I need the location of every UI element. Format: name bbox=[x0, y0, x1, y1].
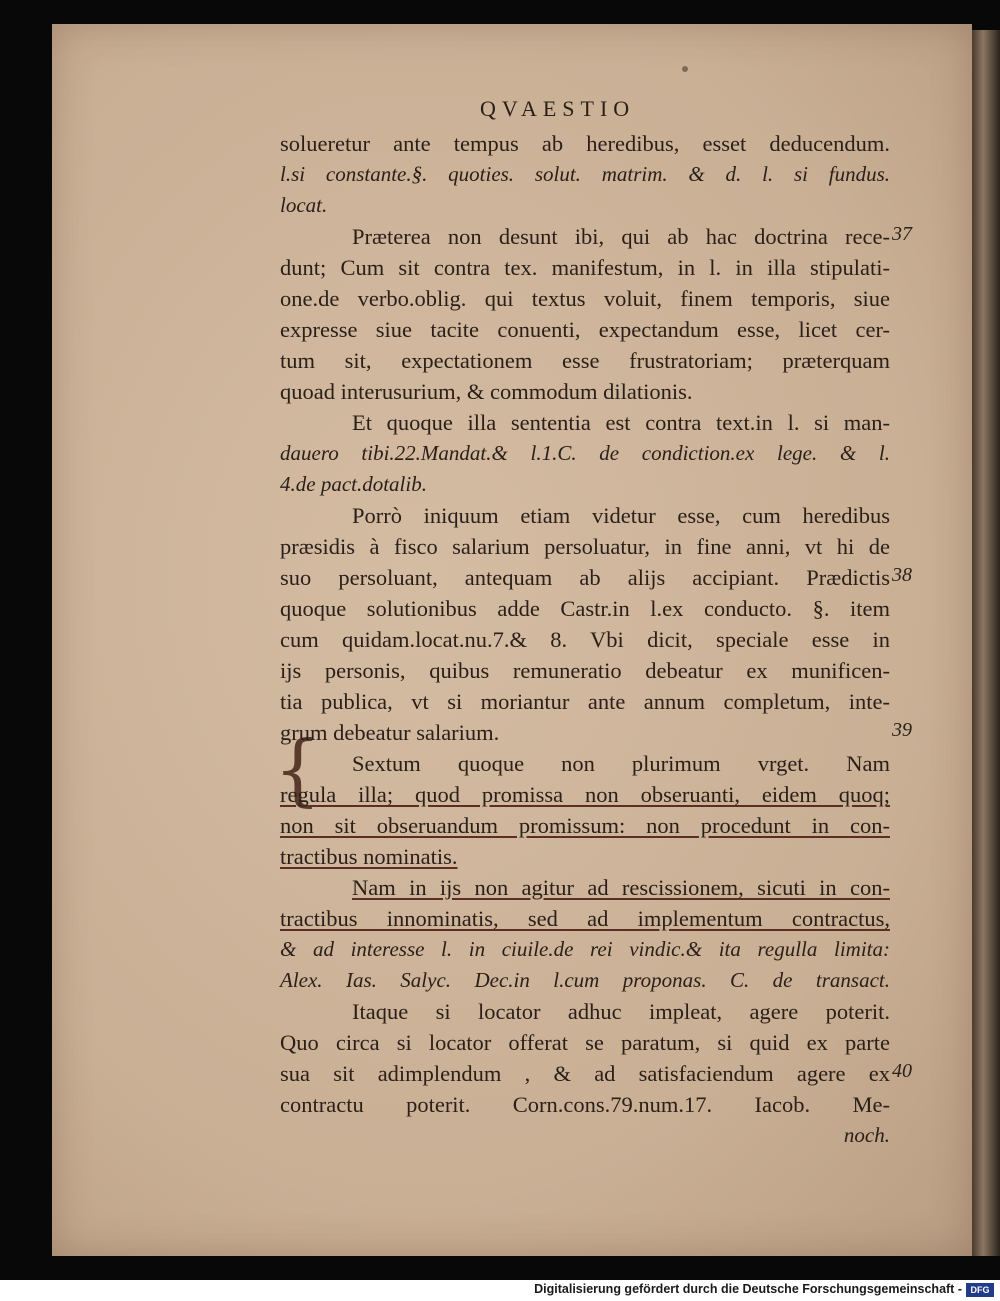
paper-speck bbox=[682, 66, 688, 72]
text-line: cum quidam.locat.nu.7.& 8. Vbi dicit, speciale esse in bbox=[280, 627, 890, 652]
text-line: Itaque si locator adhuc impleat, agere poterit. bbox=[352, 999, 890, 1024]
margin-number: 37 bbox=[892, 223, 912, 245]
text-line: noch. bbox=[843, 1123, 890, 1147]
text-line: dauero tibi.22.Mandat.& l.1.C. de condiction.ex lege. & l. bbox=[280, 441, 890, 465]
text-line: regula illa; quod promissa non obseruanti, eidem quoq; bbox=[280, 782, 890, 807]
text-line: one.de verbo.oblig. qui textus voluit, finem temporis, siue bbox=[280, 286, 890, 311]
dfg-logo: DFG bbox=[966, 1283, 994, 1297]
margin-number: 38 bbox=[892, 564, 912, 586]
text-line: tractibus innominatis, sed ad implementum contractus, bbox=[280, 906, 890, 931]
text-line: præsidis à fisco salarium persoluatur, in fine anni, vt hi de bbox=[280, 534, 890, 559]
footer-credit: Digitalisierung gefördert durch die Deutsche Forschungsgemeinschaft - bbox=[534, 1282, 962, 1296]
body-text bbox=[280, 128, 890, 1151]
text-line: locat. bbox=[280, 193, 328, 217]
text-line: Porrò iniquum etiam videtur esse, cum heredibus bbox=[352, 503, 890, 528]
running-head: QVAESTIO bbox=[480, 96, 636, 121]
text-line: ijs personis, quibus remuneratio debeatur ex munificen- bbox=[280, 658, 890, 683]
text-line: quoque solutionibus adde Castr.in l.ex conducto. §. item bbox=[280, 596, 890, 621]
text-line: Præterea non desunt ibi, qui ab hac doctrina rece- bbox=[352, 224, 890, 249]
text-line: contractu poterit. Corn.cons.79.num.17. Iacob. Me- bbox=[280, 1092, 890, 1117]
text-line: quoad interusurium, & commodum dilationis. bbox=[280, 379, 693, 404]
text-line: & ad interesse l. in ciuile.de rei vindic.& ita regulla limita: bbox=[280, 937, 890, 961]
margin-number: 39 bbox=[892, 719, 912, 741]
footer-bar bbox=[0, 1280, 1000, 1301]
text-line: tia publica, vt si moriantur ante annum completum, inte- bbox=[280, 689, 890, 714]
text-line: Et quoque illa sententia est contra text.in l. si man- bbox=[352, 410, 890, 435]
page-edge bbox=[972, 30, 1000, 1256]
text-line: l.si constante.§. quoties. solut. matrim. & d. l. si fundus. bbox=[280, 162, 890, 186]
text-line: grum debeatur salarium. bbox=[280, 720, 500, 745]
text-line: suo persoluant, antequam ab alijs accipiant. Prædictis bbox=[280, 565, 890, 590]
text-line: tractibus nominatis. bbox=[280, 844, 458, 869]
text-line: dunt; Cum sit contra tex. manifestum, in l. in illa stipulati- bbox=[280, 255, 890, 280]
text-line: Quo circa si locator offerat se paratum, si quid ex parte bbox=[280, 1030, 890, 1055]
text-line: tum sit, expectationem esse frustratoriam; præterquam bbox=[280, 348, 890, 373]
text-line: expresse siue tacite conuenti, expectandum esse, licet cer- bbox=[280, 317, 890, 342]
text-line: non sit obseruandum promissum: non procedunt in con- bbox=[280, 813, 890, 838]
text-line: 4.de pact.dotalib. bbox=[280, 472, 427, 496]
margin-bracket: { bbox=[274, 724, 322, 816]
text-line: Alex. Ias. Salyc. Dec.in l.cum proponas. C. de transact. bbox=[280, 968, 890, 992]
text-line: Sextum quoque non plurimum vrget. Nam bbox=[352, 751, 890, 776]
text-line: sua sit adimplendum , & ad satisfaciendum agere ex bbox=[280, 1061, 890, 1086]
text-line: Nam in ijs non agitur ad rescissionem, sicuti in con- bbox=[352, 875, 890, 900]
text-line: solueretur ante tempus ab heredibus, esset deducendum. bbox=[280, 131, 890, 156]
margin-number: 40 bbox=[892, 1060, 912, 1082]
